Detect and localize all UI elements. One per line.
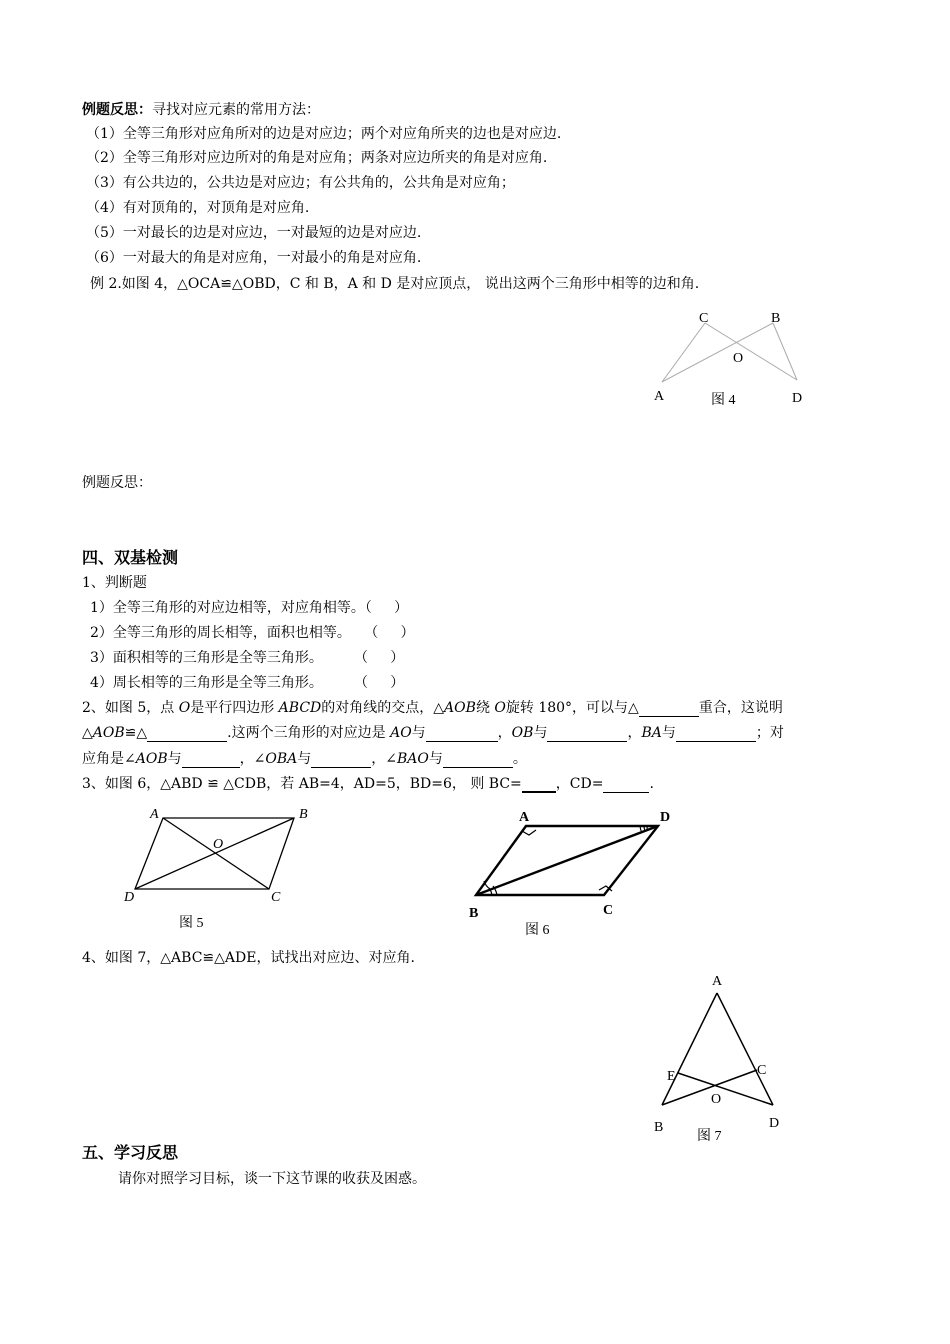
q2-line-2: △AOB≌△ .这两个三角形的对应边是 AO与 ，OB与 ，BA与 ；对 [82,725,784,741]
fig5-label-c: C [271,890,281,905]
fig7-label-a: A [712,974,723,989]
fig4-caption: 图 4 [711,393,736,408]
judgment-4: 4）周长相等的三角形是全等三角形。 （ ） [90,675,405,691]
fig5-label-d: D [124,890,135,905]
blank-ba[interactable] [676,727,756,742]
fig6-caption: 图 6 [525,923,550,938]
fig7-label-c: C [757,1063,767,1078]
method-5: （5）一对最长的边是对应边，一对最短的边是对应边. [86,225,422,241]
method-4: （4）有对顶角的，对顶角是对应角. [86,200,310,216]
fig7-label-d: D [769,1116,780,1131]
blank-cd[interactable] [603,778,649,793]
blank-congruent[interactable] [147,727,227,742]
blank-triangle-1[interactable] [639,702,699,717]
fig4-label-d: D [792,391,803,406]
q1-title: 1、判断题 [82,575,147,591]
blank-ao[interactable] [426,727,498,742]
q2-line-1: 2、如图 5，点 O是平行四边形 ABCD的对角线的交点，△AOB绕 O旋转 180°，可以与△ 重合，这说明 [82,700,783,716]
figure-4 [640,300,820,415]
blank-angle-bao[interactable] [443,753,513,768]
fig4-label-a: A [654,389,665,404]
figure-5 [118,800,328,935]
q2-line-3: 应角是∠AOB与 ，∠OBA与 ，∠BAO与 。 [82,751,527,767]
judgment-1: 1）全等三角形的对应边相等，对应角相等。（ ） [90,600,409,616]
blank-ob[interactable] [547,727,627,742]
fig5-label-a: A [150,807,159,822]
figure-7 [645,965,795,1150]
reflection-text: 寻找对应元素的常用方法： [152,102,320,118]
fig6-label-c: C [603,903,614,918]
fig5-caption: 图 5 [179,916,204,931]
fig5-label-o: O [213,837,224,852]
q3: 3、如图 6，△ABD ≌ △CDB，若 AB=4，AD=5，BD=6， 则 BC= ，CD= . [82,776,654,792]
fig7-label-e: E [667,1069,676,1084]
figure-6 [462,800,682,940]
example-2: 例 2.如图 4，△OCA≌△OBD，C 和 B，A 和 D 是对应顶点， 说出这两个三角形中相等的边和角. [90,276,700,292]
q4: 4、如图 7，△ABC≌△ADE，试找出对应边、对应角. [82,950,415,966]
blank-angle-oba[interactable] [311,753,371,768]
fig4-label-o: O [733,351,744,366]
fig6-label-d: D [660,810,671,825]
fig7-caption: 图 7 [697,1129,722,1144]
method-6: （6）一对最大的角是对应角，一对最小的角是对应角. [86,250,422,266]
fig7-label-o: O [711,1092,722,1107]
reflection-label: 例题反思： [82,102,152,118]
reflection-intro [82,101,320,119]
method-3: （3）有公共边的，公共边是对应边；有公共角的，公共角是对应角； [86,175,515,191]
reflection-2: 例题反思： [82,475,152,491]
fig7-label-b: B [654,1120,664,1135]
judgment-3: 3）面积相等的三角形是全等三角形。 （ ） [90,650,405,666]
fig5-label-b: B [299,807,308,822]
section-5-title: 五、学习反思 [82,1143,179,1162]
method-1: （1）全等三角形对应角所对的边是对应边；两个对应角所夹的边也是对应边. [86,126,562,142]
blank-bc[interactable] [522,777,556,793]
fig4-label-c: C [699,311,709,326]
method-2: （2）全等三角形对应边所对的角是对应角；两条对应边所夹的角是对应角. [86,150,548,166]
section-4-title: 四、双基检测 [82,548,179,567]
section-5-text: 请你对照学习目标，谈一下这节课的收获及困惑。 [118,1171,426,1187]
fig6-label-b: B [469,906,479,921]
fig4-label-b: B [771,311,781,326]
judgment-2: 2）全等三角形的周长相等，面积也相等。 （ ） [90,625,415,641]
fig6-label-a: A [519,810,530,825]
blank-angle-aob[interactable] [182,753,240,768]
